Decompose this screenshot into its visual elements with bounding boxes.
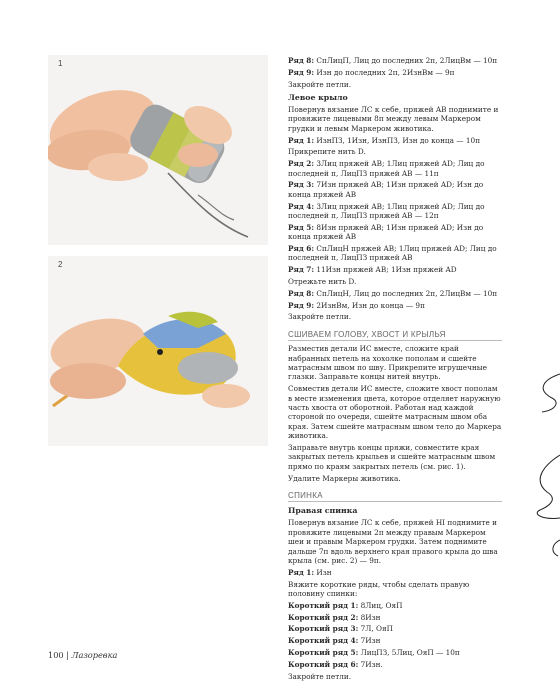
photo-1-image (48, 55, 268, 245)
row-text: 3Лиц пряжей AB; 1Лиц пряжей AD; Лиц до последней п, ЛицПЗ пряжей AB — 11п (288, 159, 485, 178)
row-label: Ряд 7: (288, 265, 315, 275)
short-row (288, 613, 502, 622)
back-section-heading: СПИНКА (288, 491, 502, 502)
short-row (288, 601, 502, 610)
yarn-decoration (512, 360, 560, 580)
right-back-heading: Правая спинка (288, 506, 358, 516)
row-text: 7Л, ОяП (358, 624, 393, 634)
row-label: Короткий ряд 4: (288, 636, 359, 646)
short-row (288, 624, 502, 633)
page-footer (48, 650, 117, 660)
join-paragraph (288, 443, 502, 471)
left-wing-heading: Левое крыло (288, 93, 348, 102)
join-paragraph (288, 384, 502, 440)
left-wing-row (288, 159, 502, 178)
left-wing-row (288, 244, 502, 263)
row-text: 8Лиц, ОяП (358, 600, 403, 610)
left-wing-intro: Повернув вязание ЛС к себе, пряжей AB поднимите и провяжите лицевыми 8п между левым Маркером грудки и левым Маркером животика. (288, 104, 499, 133)
join-paragraph (288, 344, 502, 382)
row-line: Ряд 9: Изн до последних 2п, 2ИзнВм — 9п (288, 67, 455, 77)
right-back-intro: Повернув вязание ЛС к себе, пряжей HI поднимите и провяжите лицевыми 2п между правым Маркером шеи и правым Маркером грудки. Затем поднимите дальше 7п вдоль верхнего края правого крыла до шва крыла (см. рис. 2) — 9п. (288, 518, 498, 565)
row-label: Короткий ряд 6: (288, 659, 359, 669)
row-text: СпЛицН пряжей AB; 1Лиц пряжей AD; Лиц до последней п, ЛицПЗ пряжей AB (288, 243, 497, 263)
row-text: 7Изн пряжей AB; 1Изн пряжей AD; Изн до конца пряжей AB (288, 180, 484, 199)
row-label: Ряд 6: (288, 243, 315, 253)
row-label: Ряд 2: (288, 159, 315, 169)
row-label: Короткий ряд 1: (288, 600, 359, 610)
row-text: Отрежьте нить D. (288, 276, 357, 286)
photo-1-number: 1 (58, 59, 63, 68)
row-text: 8Изн пряжей AB; 1Изн пряжей AD; Изн до конца пряжей AB (288, 222, 484, 242)
row-text: ИзнПЗ, 1Изн, ИзнПЗ, Изн до конца — 10п (314, 135, 481, 145)
row-label: Ряд 3: (288, 180, 315, 190)
row-text: Разместив детали ИС вместе, сложите край набранных петель на хохолке пополам и сшейте матрасным швом по шву. Прикрепите игрушечные глазки. Заправьте концы нитей внутрь. (288, 344, 487, 382)
instructions-column (288, 56, 502, 683)
short-row (288, 636, 502, 645)
row-text: 7Изн. (358, 659, 383, 669)
photo-1 (48, 55, 268, 245)
row-text: 8Изн (358, 612, 381, 622)
row-text: 2ИзнВм, Изн до конца — 9п (314, 300, 425, 310)
row-label: Короткий ряд 3: (288, 624, 359, 634)
row-label: Ряд 8: (288, 288, 315, 298)
row-label: Ряд 9: (288, 300, 315, 310)
left-wing-row (288, 301, 502, 310)
row-line: Закройте петли. (288, 79, 352, 89)
short-rows (288, 601, 502, 669)
row-line: Ряд 1: Изн (288, 567, 332, 577)
left-wing-row (288, 289, 502, 298)
row-text: Совместив детали ИС вместе, сложите хвост пополам в месте изменения цвета, которое отделяет наружную часть хвоста от оборотной. Работая над каждой стороной по очереди, сшейте матрасным швом оба края. Затем сшейте матрасным швом тело до Маркера животика. (288, 384, 502, 441)
row-label: Ряд 1: (288, 135, 315, 145)
short-row (288, 648, 502, 657)
photo-2 (48, 256, 268, 446)
left-wing-row (288, 223, 502, 242)
left-wing-row (288, 202, 502, 221)
left-wing-row (288, 312, 502, 321)
row-text: 3Лиц пряжей AB; 1Лиц пряжей AD; Лиц до последней п, ЛицПЗ пряжей AB — 12п (288, 201, 485, 220)
short-rows-note: Вяжите короткие ряды, чтобы сделать правую половину спинки: (288, 579, 470, 598)
left-wing-row (288, 277, 502, 286)
left-wing-row (288, 180, 502, 199)
row-line: Ряд 8: СпЛицП, Лиц до последних 2п, 2ЛицВм — 10п (288, 56, 498, 65)
book-title: Лазоревка (71, 650, 118, 660)
row-label: Короткий ряд 2: (288, 612, 359, 622)
row-text: Закройте петли. (288, 312, 352, 322)
row-text: 11Изн пряжей AB; 1Изн пряжей AD (314, 265, 457, 275)
row-label: Ряд 5: (288, 222, 315, 232)
back-end: Закройте петли. (288, 671, 352, 681)
row-text: Прикрепите нить D. (288, 147, 366, 157)
left-wing-row (288, 147, 502, 156)
join-section-paragraphs (288, 344, 502, 483)
row-text: Удалите Маркеры животика. (288, 473, 401, 483)
join-paragraph (288, 474, 502, 483)
left-wing-rows (288, 136, 502, 322)
left-wing-row (288, 265, 502, 274)
photo-2-image (48, 256, 268, 446)
row-text: 7Изн (358, 636, 381, 646)
row-label: Ряд 4: (288, 201, 315, 211)
left-wing-row (288, 136, 502, 145)
short-row (288, 660, 502, 669)
row-text: Заправьте внутрь концы пряжи, совместите края закрытых петель крыльев и сшейте матрасным швом прямо по краям закрытых петель (см. рис. 1). (288, 442, 496, 471)
photo-2-number: 2 (58, 260, 63, 269)
row-text: СпЛицН, Лиц до последних 2п, 2ЛицВм — 10п (314, 288, 498, 298)
footer-separator: | (63, 650, 72, 660)
join-section-heading: СШИВАЕМ ГОЛОВУ, ХВОСТ И КРЫЛЬЯ (288, 330, 502, 341)
row-text: ЛицПЗ, 5Лиц, ОяП — 10п (358, 647, 460, 657)
row-label: Короткий ряд 5: (288, 647, 359, 657)
page-number: 100 (48, 650, 64, 660)
